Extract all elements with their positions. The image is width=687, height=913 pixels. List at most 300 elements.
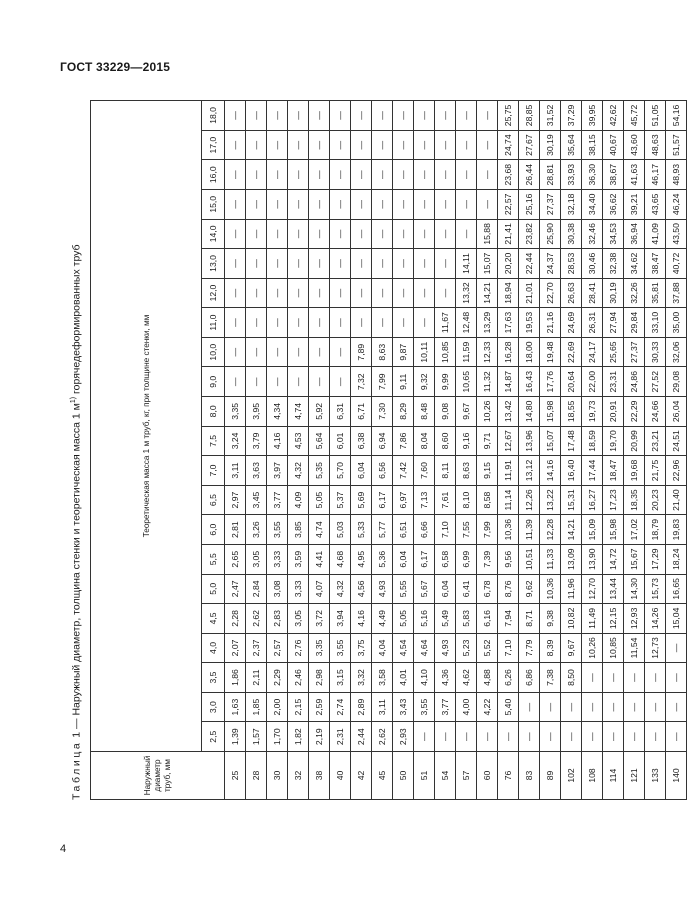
mass-cell: 23,21 (645, 426, 666, 456)
mass-cell: 34,53 (603, 219, 624, 249)
mass-cell: 3,11 (225, 456, 246, 486)
mass-cell: 12,67 (498, 426, 519, 456)
mass-cell: 4,09 (288, 485, 309, 515)
mass-cell: 27,37 (624, 337, 645, 367)
mass-cell: 5,55 (393, 574, 414, 604)
mass-cell: 41,09 (645, 219, 666, 249)
mass-cell: 6,99 (456, 544, 477, 574)
mass-cell: 27,67 (519, 130, 540, 160)
mass-cell: — (414, 160, 435, 190)
mass-cell: 5,33 (351, 515, 372, 545)
mass-cell: 2,29 (267, 663, 288, 693)
mass-cell: 2,15 (288, 692, 309, 722)
mass-cell: 2,31 (330, 722, 351, 752)
mass-cell: 35,64 (561, 130, 582, 160)
mass-cell: — (267, 367, 288, 397)
mass-cell: 7,10 (435, 515, 456, 545)
mass-cell: — (435, 160, 456, 190)
mass-cell: — (267, 130, 288, 160)
mass-cell: 4,74 (309, 515, 330, 545)
mass-cell: 17,63 (498, 308, 519, 338)
mass-cell: 11,59 (456, 337, 477, 367)
mass-cell: 54,16 (666, 101, 687, 131)
mass-cell: — (414, 249, 435, 279)
mass-cell: — (330, 367, 351, 397)
mass-cell: 16,65 (666, 574, 687, 604)
mass-cell: — (393, 130, 414, 160)
mass-cell: — (582, 663, 603, 693)
mass-cell: 4,88 (477, 663, 498, 693)
mass-cell: 22,96 (666, 456, 687, 486)
mass-cell: 14,87 (498, 367, 519, 397)
diameter-cell: 83 (519, 752, 540, 800)
mass-cell: 38,47 (645, 249, 666, 279)
mass-cell: 26,04 (666, 397, 687, 427)
mass-cell: 24,37 (540, 249, 561, 279)
mass-cell: 37,29 (561, 101, 582, 131)
mass-cell: 30,19 (540, 130, 561, 160)
mass-cell: 40,67 (603, 130, 624, 160)
mass-cell: — (624, 692, 645, 722)
mass-cell: 2,19 (309, 722, 330, 752)
thickness-header-cell: 16,0 (202, 160, 225, 190)
mass-cell: 26,63 (561, 278, 582, 308)
mass-cell: 5,03 (330, 515, 351, 545)
mass-cell: 8,04 (414, 426, 435, 456)
table-row (603, 101, 624, 800)
table-row (267, 101, 288, 800)
thickness-header-row (202, 101, 225, 800)
mass-cell: 34,62 (624, 249, 645, 279)
mass-cell: — (330, 308, 351, 338)
mass-cell: — (372, 190, 393, 220)
mass-cell: 10,11 (414, 337, 435, 367)
mass-cell: 8,39 (540, 633, 561, 663)
mass-cell: 2,59 (309, 692, 330, 722)
mass-cell: 4,56 (351, 574, 372, 604)
mass-cell: — (351, 308, 372, 338)
mass-cell: 10,51 (519, 544, 540, 574)
mass-cell: 27,52 (645, 367, 666, 397)
mass-cell: 12,33 (477, 337, 498, 367)
mass-cell: 30,46 (582, 249, 603, 279)
mass-cell: 3,35 (225, 397, 246, 427)
mass-cell: 28,41 (582, 278, 603, 308)
mass-cell: 13,44 (603, 574, 624, 604)
mass-cell: — (603, 663, 624, 693)
mass-cell: 24,66 (645, 397, 666, 427)
mass-cell: — (288, 308, 309, 338)
mass-cell: 5,64 (309, 426, 330, 456)
mass-cell: — (225, 190, 246, 220)
mass-cell: — (288, 190, 309, 220)
page-number: 4 (60, 843, 67, 855)
mass-cell: 4,68 (330, 544, 351, 574)
mass-cell: 18,35 (624, 485, 645, 515)
table-row (456, 101, 477, 800)
mass-cell: — (330, 160, 351, 190)
mass-cell: — (246, 278, 267, 308)
mass-cell: 28,53 (561, 249, 582, 279)
mass-cell: — (351, 219, 372, 249)
mass-cell: — (288, 219, 309, 249)
mass-cell: 1,86 (225, 663, 246, 693)
mass-cell: 38,67 (603, 160, 624, 190)
mass-cell: 8,50 (561, 663, 582, 693)
mass-cell: — (246, 337, 267, 367)
mass-cell: 51,05 (645, 101, 666, 131)
mass-cell: 16,27 (582, 485, 603, 515)
mass-cell: — (540, 722, 561, 752)
mass-cell: 3,79 (246, 426, 267, 456)
mass-cell: — (435, 722, 456, 752)
mass-cell: — (456, 190, 477, 220)
diameter-cell: 38 (309, 752, 330, 800)
diameter-cell: 57 (456, 752, 477, 800)
mass-cell: 6,94 (372, 426, 393, 456)
mass-cell: 9,08 (435, 397, 456, 427)
mass-cell: 48,63 (645, 130, 666, 160)
mass-cell: 10,65 (456, 367, 477, 397)
table-caption-footnote-mark: 1) (70, 396, 77, 404)
table-row (540, 101, 561, 800)
mass-cell: 14,11 (456, 249, 477, 279)
thickness-header-cell: 10,0 (202, 337, 225, 367)
mass-cell: — (582, 692, 603, 722)
mass-cell: — (225, 308, 246, 338)
table-row (498, 101, 519, 800)
mass-cell: 4,16 (351, 604, 372, 634)
diameter-cell: 51 (414, 752, 435, 800)
mass-cell: 4,36 (435, 663, 456, 693)
thickness-header-cell: 18,0 (202, 101, 225, 131)
mass-cell: — (309, 308, 330, 338)
mass-cell: 9,99 (435, 367, 456, 397)
mass-cell: — (519, 722, 540, 752)
thickness-header-cell: 4,5 (202, 604, 225, 634)
mass-cell: 19,53 (519, 308, 540, 338)
mass-cell: — (225, 130, 246, 160)
mass-cell: — (288, 278, 309, 308)
mass-cell: 10,85 (603, 633, 624, 663)
mass-cell: 22,57 (498, 190, 519, 220)
mass-cell: 6,38 (351, 426, 372, 456)
mass-cell: — (330, 130, 351, 160)
mass-cell: — (372, 160, 393, 190)
mass-cell: 4,07 (309, 574, 330, 604)
mass-cell: 3,58 (372, 663, 393, 693)
mass-cell: 3,85 (288, 515, 309, 545)
mass-cell: — (645, 663, 666, 693)
mass-cell: 6,31 (330, 397, 351, 427)
mass-cell: — (267, 101, 288, 131)
mass-cell: 30,33 (645, 337, 666, 367)
diameter-cell: 54 (435, 752, 456, 800)
mass-cell: 5,35 (309, 456, 330, 486)
mass-cell: — (435, 101, 456, 131)
mass-cell: 8,11 (435, 456, 456, 486)
mass-cell: 14,21 (477, 278, 498, 308)
mass-cell: 20,99 (624, 426, 645, 456)
mass-cell: 2,84 (246, 574, 267, 604)
mass-cell: 6,01 (330, 426, 351, 456)
mass-cell: 8,76 (498, 574, 519, 604)
mass-cell: 8,48 (414, 397, 435, 427)
diameter-cell: 32 (288, 752, 309, 800)
mass-cell: 35,00 (666, 308, 687, 338)
mass-cell: — (246, 130, 267, 160)
mass-cell: 3,45 (246, 485, 267, 515)
mass-cell: 24,86 (624, 367, 645, 397)
mass-cell: — (414, 722, 435, 752)
mass-cell: 17,44 (582, 456, 603, 486)
diameter-cell: 133 (645, 752, 666, 800)
mass-cell: 9,11 (393, 367, 414, 397)
mass-cell: 35,81 (645, 278, 666, 308)
mass-cell: 5,05 (393, 604, 414, 634)
mass-cell: 3,55 (330, 633, 351, 663)
mass-cell: — (246, 249, 267, 279)
mass-cell: — (666, 722, 687, 752)
mass-cell: 36,62 (603, 190, 624, 220)
table-row (288, 101, 309, 800)
mass-cell: — (246, 219, 267, 249)
mass-cell: — (351, 130, 372, 160)
mass-cell: 42,62 (603, 101, 624, 131)
mass-cell: 29,08 (666, 367, 687, 397)
mass-cell: 3,77 (267, 485, 288, 515)
mass-cell: 5,49 (435, 604, 456, 634)
mass-cell: — (309, 101, 330, 131)
table-body (225, 101, 687, 800)
mass-cell: 7,55 (456, 515, 477, 545)
mass-cell: 4,01 (393, 663, 414, 693)
mass-cell: 6,66 (414, 515, 435, 545)
mass-cell: 21,01 (519, 278, 540, 308)
mass-cell: 3,05 (246, 544, 267, 574)
mass-cell: 7,94 (498, 604, 519, 634)
mass-cell: 12,15 (603, 604, 624, 634)
mass-cell: 9,16 (456, 426, 477, 456)
mass-cell: 27,94 (603, 308, 624, 338)
table-caption-number: 1 (70, 731, 83, 738)
mass-cell: 13,09 (561, 544, 582, 574)
mass-cell: 15,31 (561, 485, 582, 515)
mass-cell: 4,49 (372, 604, 393, 634)
diameter-cell: 114 (603, 752, 624, 800)
mass-cell: 2,28 (225, 604, 246, 634)
rotated-table-region (60, 90, 681, 800)
mass-cell: 14,72 (603, 544, 624, 574)
mass-cell: — (309, 337, 330, 367)
mass-cell: 5,69 (351, 485, 372, 515)
mass-cell: — (372, 219, 393, 249)
mass-cell: 7,13 (414, 485, 435, 515)
mass-cell: — (393, 278, 414, 308)
mass-cell: 2,93 (393, 722, 414, 752)
mass-cell: 5,36 (372, 544, 393, 574)
mass-cell: — (666, 663, 687, 693)
mass-cell: 2,44 (351, 722, 372, 752)
mass-cell: 7,42 (393, 456, 414, 486)
mass-cell: 20,91 (603, 397, 624, 427)
mass-cell: 4,32 (288, 456, 309, 486)
mass-cell: 17,02 (624, 515, 645, 545)
mass-cell: 29,84 (624, 308, 645, 338)
mass-cell: 23,68 (498, 160, 519, 190)
mass-cell: — (267, 160, 288, 190)
mass-cell: 15,73 (645, 574, 666, 604)
table-row (372, 101, 393, 800)
mass-cell: 9,67 (456, 397, 477, 427)
mass-cell: 38,15 (582, 130, 603, 160)
diameter-cell: 40 (330, 752, 351, 800)
mass-cell: 3,33 (288, 574, 309, 604)
diameter-cell: 60 (477, 752, 498, 800)
mass-cell: 3,33 (267, 544, 288, 574)
mass-cell: 10,26 (582, 633, 603, 663)
mass-cell: 39,95 (582, 101, 603, 131)
table-row (330, 101, 351, 800)
mass-cell: 6,86 (519, 663, 540, 693)
mass-cell: 13,90 (582, 544, 603, 574)
mass-cell: 9,71 (477, 426, 498, 456)
mass-cell: 3,24 (225, 426, 246, 456)
thickness-header-cell: 5,0 (202, 574, 225, 604)
mass-cell: — (267, 249, 288, 279)
mass-cell: 16,43 (519, 367, 540, 397)
mass-cell: 2,76 (288, 633, 309, 663)
mass-cell: 23,31 (603, 367, 624, 397)
table-row (414, 101, 435, 800)
mass-cell: 2,57 (267, 633, 288, 663)
mass-cell: 19,70 (603, 426, 624, 456)
mass-cell: 4,32 (330, 574, 351, 604)
mass-cell: 11,33 (540, 544, 561, 574)
mass-cell: — (414, 190, 435, 220)
mass-cell: 39,21 (624, 190, 645, 220)
mass-cell: 11,39 (519, 515, 540, 545)
mass-cell: 7,61 (435, 485, 456, 515)
mass-cell: — (267, 308, 288, 338)
mass-cell: 9,32 (414, 367, 435, 397)
mass-cell: — (225, 249, 246, 279)
mass-cell: 3,26 (246, 515, 267, 545)
mass-cell: 18,47 (603, 456, 624, 486)
mass-cell: 2,07 (225, 633, 246, 663)
mass-cell: — (603, 692, 624, 722)
mass-cell: — (561, 722, 582, 752)
mass-cell: — (393, 101, 414, 131)
mass-cell: — (351, 101, 372, 131)
mass-cell: 16,28 (498, 337, 519, 367)
mass-cell: — (414, 278, 435, 308)
mass-cell: 25,65 (603, 337, 624, 367)
mass-cell: — (477, 722, 498, 752)
mass-cell: — (498, 722, 519, 752)
thickness-header-cell: 6,5 (202, 485, 225, 515)
mass-cell: 3,55 (414, 692, 435, 722)
mass-cell: 16,40 (561, 456, 582, 486)
mass-cell: 6,97 (393, 485, 414, 515)
mass-cell: 17,48 (561, 426, 582, 456)
diameter-cell: 50 (393, 752, 414, 800)
mass-cell: 12,28 (540, 515, 561, 545)
mass-cell: 10,36 (498, 515, 519, 545)
mass-cell: — (330, 219, 351, 249)
mass-cell: — (225, 367, 246, 397)
thickness-header-cell: 7,0 (202, 456, 225, 486)
mass-cell: — (414, 219, 435, 249)
mass-cell: 34,40 (582, 190, 603, 220)
mass-cell: 11,96 (561, 574, 582, 604)
mass-cell: 31,52 (540, 101, 561, 131)
mass-cell: 25,90 (540, 219, 561, 249)
mass-cell: — (393, 190, 414, 220)
mass-cell: 28,85 (519, 101, 540, 131)
mass-cell: 25,16 (519, 190, 540, 220)
mass-cell: 2,46 (288, 663, 309, 693)
mass-cell: — (414, 101, 435, 131)
mass-cell: 2,74 (330, 692, 351, 722)
mass-cell: — (330, 278, 351, 308)
mass-cell: 10,26 (477, 397, 498, 427)
mass-cell: — (225, 337, 246, 367)
mass-cell: — (309, 219, 330, 249)
mass-cell: 32,46 (582, 219, 603, 249)
mass-cell: 43,60 (624, 130, 645, 160)
mass-cell: 22,69 (561, 337, 582, 367)
document-header: ГОСТ 33229—2015 (60, 60, 171, 74)
diameter-cell: 121 (624, 752, 645, 800)
mass-cell: 37,88 (666, 278, 687, 308)
mass-cell: — (477, 160, 498, 190)
mass-cell: 6,56 (372, 456, 393, 486)
mass-cell: 24,74 (498, 130, 519, 160)
thickness-header-cell: 9,0 (202, 367, 225, 397)
mass-cell: 33,93 (561, 160, 582, 190)
mass-cell: 7,10 (498, 633, 519, 663)
mass-cell: 22,00 (582, 367, 603, 397)
mass-cell: — (435, 278, 456, 308)
mass-cell: 18,24 (666, 544, 687, 574)
thickness-header-cell: 8,0 (202, 397, 225, 427)
mass-cell: 17,23 (603, 485, 624, 515)
mass-cell: — (393, 249, 414, 279)
mass-cell: — (330, 190, 351, 220)
mass-cell: 7,89 (351, 337, 372, 367)
mass-cell: — (372, 249, 393, 279)
mass-cell: 3,11 (372, 692, 393, 722)
mass-cell: 2,47 (225, 574, 246, 604)
mass-cell: 41,63 (624, 160, 645, 190)
table-caption-lead: Таблица (70, 740, 83, 800)
mass-cell: 4,41 (309, 544, 330, 574)
mass-cell: 51,57 (666, 130, 687, 160)
mass-cell: — (624, 722, 645, 752)
mass-cell: 12,26 (519, 485, 540, 515)
mass-cell: 19,83 (666, 515, 687, 545)
mass-cell: 5,16 (414, 604, 435, 634)
mass-cell: 2,00 (267, 692, 288, 722)
mass-cell: 6,04 (435, 574, 456, 604)
mass-cell: — (477, 190, 498, 220)
mass-cell: 7,99 (477, 515, 498, 545)
mass-cell: — (561, 692, 582, 722)
mass-cell: — (267, 190, 288, 220)
mass-cell: — (246, 190, 267, 220)
mass-cell: — (372, 278, 393, 308)
